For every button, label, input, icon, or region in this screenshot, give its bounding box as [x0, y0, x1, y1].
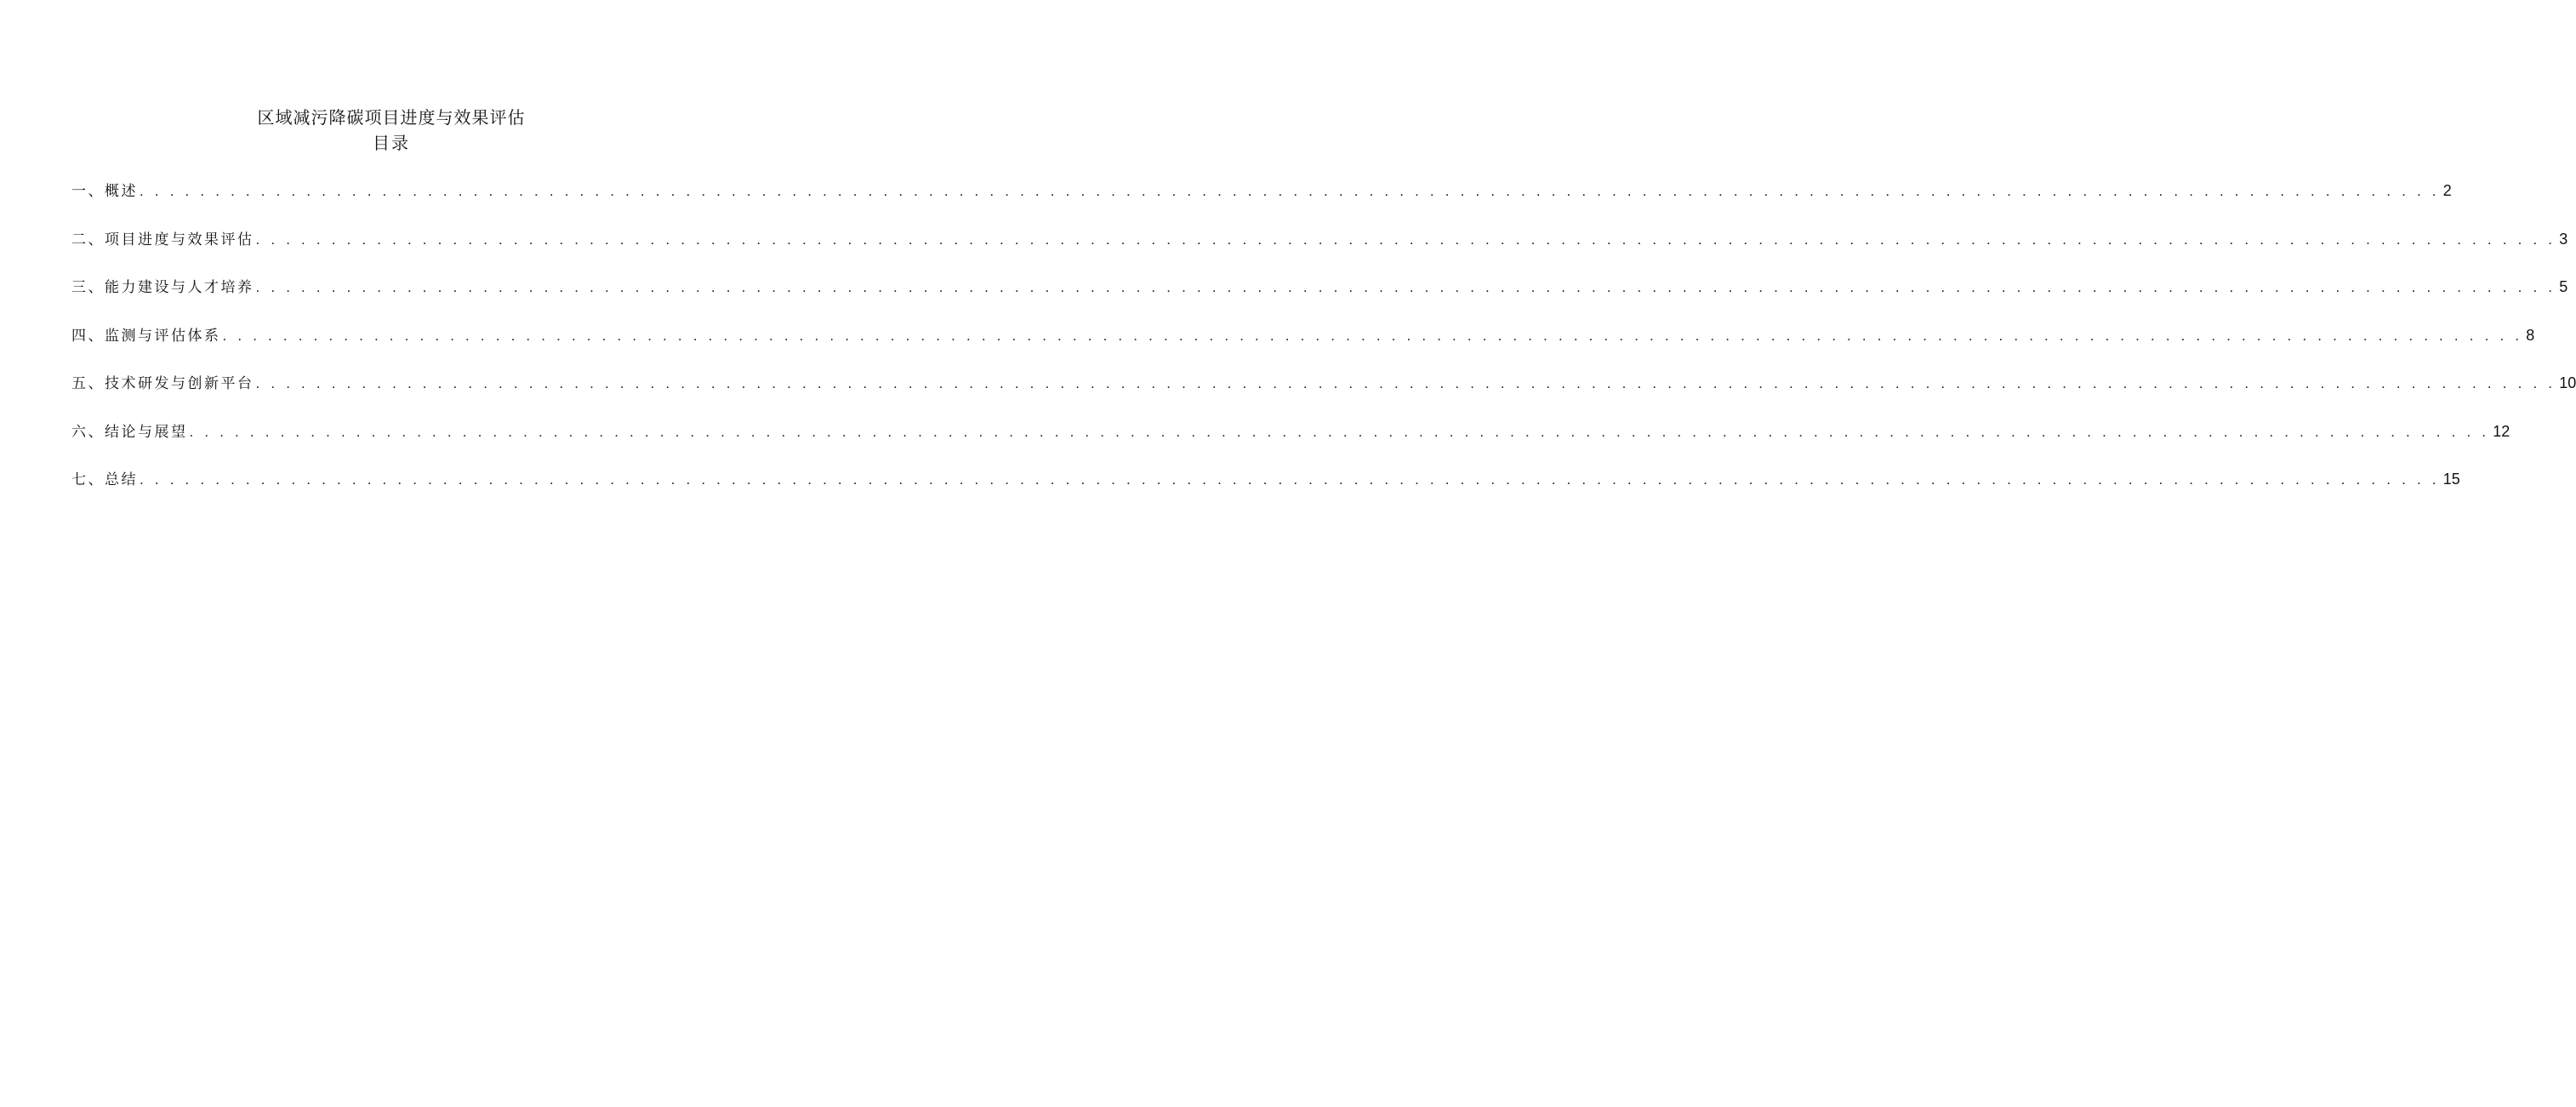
toc-dot-leader: . . . . . . . . . . . . . . . . . . . . . . . . . . . . . . . . . . . . . . . . . . . . . . . . . . . . . . . . . . . . . . . . . . . . . . . . . . . . . . . . . . . . . . . . . . . . . . . . . . . . . . . . . . . . . . . . . . . . . . . . . . . . . . . . . . . . . . . . . . . . . . . . . . . . . . . .: [255, 231, 2556, 248]
toc-page-number: 8: [2526, 326, 2535, 344]
toc-dot-leader: . . . . . . . . . . . . . . . . . . . . . . . . . . . . . . . . . . . . . . . . . . . . . . . . . . . . . . . . . . . . . . . . . . . . . . . . . . . . . . . . . . . . . . . . . . . . . . . . . . . . . . . . . . . . . . . . . . . . . . . . . . . . . . . . . . . . . . . . . . . . . . . . . . . . . . . .: [222, 327, 2523, 344]
toc-entry-label: 三、能力建设与人才培养: [71, 279, 254, 296]
toc-entry-summary[interactable]: [71, 467, 2460, 516]
toc-entry-conclusion-outlook[interactable]: [71, 419, 2510, 468]
toc-entry-label: 二、项目进度与效果评估: [71, 231, 254, 248]
toc-page-number: 10: [2559, 374, 2576, 391]
toc-entry-progress-evaluation[interactable]: [71, 227, 2568, 276]
toc-entry-overview[interactable]: [71, 179, 2452, 227]
toc-dot-leader: . . . . . . . . . . . . . . . . . . . . . . . . . . . . . . . . . . . . . . . . . . . . . . . . . . . . . . . . . . . . . . . . . . . . . . . . . . . . . . . . . . . . . . . . . . . . . . . . . . . . . . . . . . . . . . . . . . . . . . . . . . . . . . . . . . . . . . . . . . . . . . . . . . . . . . . .: [189, 423, 2490, 440]
toc-entry-label: 六、结论与展望: [71, 423, 188, 441]
toc-entry-label: 七、总结: [71, 471, 138, 488]
toc-dot-leader: . . . . . . . . . . . . . . . . . . . . . . . . . . . . . . . . . . . . . . . . . . . . . . . . . . . . . . . . . . . . . . . . . . . . . . . . . . . . . . . . . . . . . . . . . . . . . . . . . . . . . . . . . . . . . . . . . . . . . . . . . . . . . . . . . . . . . . . . . . . . . . . . . . . . . . . .: [255, 279, 2556, 295]
toc-entry-label: 一、概述: [71, 183, 138, 200]
toc-entry-label: 五、技术研发与创新平台: [71, 375, 254, 392]
table-of-contents: [71, 179, 2576, 516]
toc-dot-leader: . . . . . . . . . . . . . . . . . . . . . . . . . . . . . . . . . . . . . . . . . . . . . . . . . . . . . . . . . . . . . . . . . . . . . . . . . . . . . . . . . . . . . . . . . . . . . . . . . . . . . . . . . . . . . . . . . . . . . . . . . . . . . . . . . . . . . . . . . . . . . . . . . . . . . . . .: [140, 183, 2440, 199]
toc-page-number: 3: [2559, 230, 2568, 248]
toc-page-number: 12: [2493, 422, 2510, 440]
toc-page-number: 15: [2442, 471, 2460, 488]
toc-entry-label: 四、监测与评估体系: [71, 327, 221, 345]
toc-heading: 目录: [373, 133, 410, 153]
toc-entry-monitoring-system[interactable]: [71, 323, 2535, 372]
toc-entry-rnd-platform[interactable]: [71, 371, 2576, 419]
toc-entry-capacity-building[interactable]: [71, 275, 2568, 323]
toc-dot-leader: . . . . . . . . . . . . . . . . . . . . . . . . . . . . . . . . . . . . . . . . . . . . . . . . . . . . . . . . . . . . . . . . . . . . . . . . . . . . . . . . . . . . . . . . . . . . . . . . . . . . . . . . . . . . . . . . . . . . . . . . . . . . . . . . . . . . . . . . . . . . . . . . . . . . . . . .: [255, 375, 2556, 391]
toc-page-number: 2: [2442, 182, 2452, 199]
document-title: 区域减污降碳项目进度与效果评估: [257, 107, 526, 128]
toc-page-number: 5: [2559, 278, 2568, 295]
toc-dot-leader: . . . . . . . . . . . . . . . . . . . . . . . . . . . . . . . . . . . . . . . . . . . . . . . . . . . . . . . . . . . . . . . . . . . . . . . . . . . . . . . . . . . . . . . . . . . . . . . . . . . . . . . . . . . . . . . . . . . . . . . . . . . . . . . . . . . . . . . . . . . . . . . . . . . . . . . .: [140, 471, 2440, 488]
